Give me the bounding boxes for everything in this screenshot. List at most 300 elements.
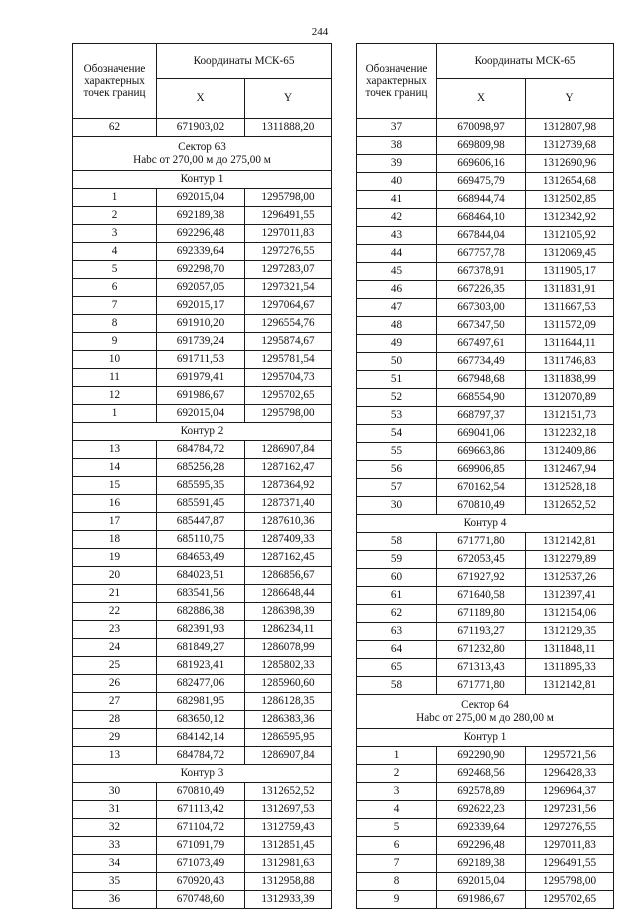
x-coordinate: 670920,43 bbox=[157, 873, 245, 891]
table-row bbox=[73, 657, 332, 675]
point-number: 29 bbox=[73, 729, 157, 747]
y-coordinate: 1297276,55 bbox=[526, 819, 614, 837]
x-coordinate: 692015,04 bbox=[437, 873, 526, 891]
x-coordinate: 671073,49 bbox=[157, 855, 245, 873]
x-coordinate: 668797,37 bbox=[437, 407, 526, 425]
y-coordinate: 1312933,39 bbox=[245, 891, 332, 909]
x-coordinate: 681923,41 bbox=[157, 657, 245, 675]
x-coordinate: 692298,70 bbox=[157, 261, 245, 279]
y-coordinate: 1287610,36 bbox=[245, 513, 332, 531]
point-number: 51 bbox=[357, 371, 437, 389]
y-coordinate: 1286595,95 bbox=[245, 729, 332, 747]
y-coordinate: 1286907,84 bbox=[245, 441, 332, 459]
y-coordinate: 1311895,33 bbox=[526, 659, 614, 677]
point-number: 17 bbox=[73, 513, 157, 531]
contour-row bbox=[73, 765, 332, 783]
table-row bbox=[73, 351, 332, 369]
table-row bbox=[357, 443, 614, 461]
x-coordinate: 692468,56 bbox=[437, 765, 526, 783]
table-row bbox=[73, 189, 332, 207]
y-coordinate: 1312342,92 bbox=[526, 209, 614, 227]
table-row bbox=[357, 191, 614, 209]
x-coordinate: 671903,02 bbox=[157, 119, 245, 137]
table-row bbox=[73, 891, 332, 909]
x-coordinate: 685447,87 bbox=[157, 513, 245, 531]
x-coordinate: 692015,04 bbox=[157, 189, 245, 207]
table-row bbox=[357, 479, 614, 497]
point-number: 50 bbox=[357, 353, 437, 371]
x-coordinate: 682477,06 bbox=[157, 675, 245, 693]
x-coordinate: 671189,80 bbox=[437, 605, 526, 623]
y-coordinate: 1312232,18 bbox=[526, 425, 614, 443]
x-coordinate: 667347,50 bbox=[437, 317, 526, 335]
table-row bbox=[357, 173, 614, 191]
point-number: 31 bbox=[73, 801, 157, 819]
point-number: 49 bbox=[357, 335, 437, 353]
x-coordinate: 667226,35 bbox=[437, 281, 526, 299]
contour-label: Контур 1 bbox=[73, 171, 332, 189]
table-row bbox=[73, 477, 332, 495]
y-coordinate: 1295798,00 bbox=[245, 405, 332, 423]
x-coordinate: 685110,75 bbox=[157, 531, 245, 549]
sector-height-range: Нabс от 275,00 м до 280,00 м bbox=[416, 711, 554, 724]
point-number: 40 bbox=[357, 173, 437, 191]
table-row bbox=[73, 639, 332, 657]
table-row bbox=[357, 641, 614, 659]
point-number: 27 bbox=[73, 693, 157, 711]
y-coordinate: 1295798,00 bbox=[526, 873, 614, 891]
point-number: 20 bbox=[73, 567, 157, 585]
point-number: 9 bbox=[73, 333, 157, 351]
y-coordinate: 1286128,35 bbox=[245, 693, 332, 711]
table-row bbox=[73, 279, 332, 297]
table-row bbox=[73, 261, 332, 279]
table-row bbox=[357, 317, 614, 335]
x-coordinate: 691986,67 bbox=[437, 891, 526, 909]
point-number: 3 bbox=[357, 783, 437, 801]
point-number: 6 bbox=[357, 837, 437, 855]
table-row bbox=[73, 513, 332, 531]
x-coordinate: 682981,95 bbox=[157, 693, 245, 711]
table-row bbox=[73, 873, 332, 891]
table-row bbox=[357, 801, 614, 819]
y-coordinate: 1297011,83 bbox=[526, 837, 614, 855]
x-coordinate: 671771,80 bbox=[437, 533, 526, 551]
table-row bbox=[357, 587, 614, 605]
table-row bbox=[357, 765, 614, 783]
point-number: 8 bbox=[357, 873, 437, 891]
y-coordinate: 1312958,88 bbox=[245, 873, 332, 891]
point-number: 57 bbox=[357, 479, 437, 497]
y-coordinate: 1295702,65 bbox=[526, 891, 614, 909]
y-coordinate: 1287371,40 bbox=[245, 495, 332, 513]
table-row bbox=[357, 371, 614, 389]
x-coordinate: 692189,38 bbox=[437, 855, 526, 873]
x-coordinate: 669809,98 bbox=[437, 137, 526, 155]
point-number: 7 bbox=[357, 855, 437, 873]
contour-label: Контур 1 bbox=[357, 729, 614, 747]
x-coordinate: 672053,45 bbox=[437, 551, 526, 569]
y-coordinate: 1295874,67 bbox=[245, 333, 332, 351]
y-coordinate: 1312807,98 bbox=[526, 119, 614, 137]
x-coordinate: 692622,23 bbox=[437, 801, 526, 819]
point-number: 37 bbox=[357, 119, 437, 137]
x-coordinate: 691986,67 bbox=[157, 387, 245, 405]
y-coordinate: 1286078,99 bbox=[245, 639, 332, 657]
point-number: 1 bbox=[357, 747, 437, 765]
point-number: 13 bbox=[73, 441, 157, 459]
point-number: 21 bbox=[73, 585, 157, 603]
y-coordinate: 1312142,81 bbox=[526, 533, 614, 551]
table-row bbox=[73, 441, 332, 459]
table-row bbox=[357, 659, 614, 677]
table-row bbox=[73, 459, 332, 477]
point-number: 12 bbox=[73, 387, 157, 405]
x-coordinate: 684653,49 bbox=[157, 549, 245, 567]
table-row bbox=[357, 605, 614, 623]
x-coordinate: 685256,28 bbox=[157, 459, 245, 477]
y-coordinate: 1295702,65 bbox=[245, 387, 332, 405]
table-row bbox=[73, 711, 332, 729]
table-row bbox=[357, 677, 614, 695]
point-number: 54 bbox=[357, 425, 437, 443]
y-coordinate: 1312142,81 bbox=[526, 677, 614, 695]
table-row bbox=[73, 531, 332, 549]
x-coordinate: 667303,00 bbox=[437, 299, 526, 317]
x-coordinate: 671091,79 bbox=[157, 837, 245, 855]
table-row bbox=[73, 855, 332, 873]
x-coordinate: 681849,27 bbox=[157, 639, 245, 657]
x-coordinate: 692015,17 bbox=[157, 297, 245, 315]
y-coordinate: 1312279,89 bbox=[526, 551, 614, 569]
x-coordinate: 668554,90 bbox=[437, 389, 526, 407]
x-coordinate: 669606,16 bbox=[437, 155, 526, 173]
table-row bbox=[73, 369, 332, 387]
x-coordinate: 691711,53 bbox=[157, 351, 245, 369]
coordinates-table-right bbox=[356, 43, 614, 909]
x-coordinate: 671927,92 bbox=[437, 569, 526, 587]
table-row bbox=[73, 495, 332, 513]
y-coordinate: 1286398,39 bbox=[245, 603, 332, 621]
x-coordinate: 692296,48 bbox=[437, 837, 526, 855]
table-row bbox=[73, 225, 332, 243]
y-coordinate: 1311667,53 bbox=[526, 299, 614, 317]
table-row bbox=[357, 335, 614, 353]
point-number: 4 bbox=[73, 243, 157, 261]
point-number: 39 bbox=[357, 155, 437, 173]
table-row bbox=[357, 227, 614, 245]
point-number: 62 bbox=[357, 605, 437, 623]
point-number: 36 bbox=[73, 891, 157, 909]
point-number: 47 bbox=[357, 299, 437, 317]
table-row bbox=[73, 333, 332, 351]
y-coordinate: 1287162,47 bbox=[245, 459, 332, 477]
table-row bbox=[357, 533, 614, 551]
table-row bbox=[357, 281, 614, 299]
point-number: 25 bbox=[73, 657, 157, 675]
table-row bbox=[73, 297, 332, 315]
x-coordinate: 668944,74 bbox=[437, 191, 526, 209]
y-coordinate: 1311644,11 bbox=[526, 335, 614, 353]
point-number: 30 bbox=[357, 497, 437, 515]
point-number: 58 bbox=[357, 677, 437, 695]
point-number: 22 bbox=[73, 603, 157, 621]
x-coordinate: 691910,20 bbox=[157, 315, 245, 333]
table-row bbox=[357, 137, 614, 155]
point-number: 5 bbox=[73, 261, 157, 279]
x-coordinate: 667948,68 bbox=[437, 371, 526, 389]
y-coordinate: 1296428,33 bbox=[526, 765, 614, 783]
y-coordinate: 1295798,00 bbox=[245, 189, 332, 207]
y-coordinate: 1312154,06 bbox=[526, 605, 614, 623]
y-coordinate: 1296491,55 bbox=[245, 207, 332, 225]
table-row bbox=[357, 747, 614, 765]
point-number: 44 bbox=[357, 245, 437, 263]
contour-row bbox=[357, 729, 614, 747]
x-coordinate: 667844,04 bbox=[437, 227, 526, 245]
x-coordinate: 683650,12 bbox=[157, 711, 245, 729]
y-coordinate: 1312537,26 bbox=[526, 569, 614, 587]
x-coordinate: 668464,10 bbox=[437, 209, 526, 227]
x-coordinate: 692189,38 bbox=[157, 207, 245, 225]
table-row bbox=[357, 551, 614, 569]
table-row bbox=[73, 387, 332, 405]
table-row bbox=[357, 425, 614, 443]
x-coordinate: 671640,58 bbox=[437, 587, 526, 605]
y-coordinate: 1287364,92 bbox=[245, 477, 332, 495]
table-row bbox=[357, 819, 614, 837]
table-row bbox=[73, 801, 332, 819]
y-coordinate: 1312652,52 bbox=[526, 497, 614, 515]
table-row bbox=[357, 389, 614, 407]
table-row bbox=[73, 783, 332, 801]
point-number: 53 bbox=[357, 407, 437, 425]
header-x: X bbox=[157, 79, 245, 119]
point-number: 58 bbox=[357, 533, 437, 551]
header-y: Y bbox=[526, 79, 614, 119]
table-body-right bbox=[357, 119, 614, 909]
header-y: Y bbox=[245, 79, 332, 119]
y-coordinate: 1312654,68 bbox=[526, 173, 614, 191]
y-coordinate: 1297064,67 bbox=[245, 297, 332, 315]
x-coordinate: 692015,04 bbox=[157, 405, 245, 423]
point-number: 15 bbox=[73, 477, 157, 495]
x-coordinate: 692578,89 bbox=[437, 783, 526, 801]
point-number: 28 bbox=[73, 711, 157, 729]
x-coordinate: 670810,49 bbox=[437, 497, 526, 515]
x-coordinate: 667757,78 bbox=[437, 245, 526, 263]
y-coordinate: 1295781,54 bbox=[245, 351, 332, 369]
point-number: 32 bbox=[73, 819, 157, 837]
y-coordinate: 1296964,37 bbox=[526, 783, 614, 801]
y-coordinate: 1286907,84 bbox=[245, 747, 332, 765]
sector-heading bbox=[357, 695, 614, 729]
x-coordinate: 683541,56 bbox=[157, 585, 245, 603]
y-coordinate: 1297283,07 bbox=[245, 261, 332, 279]
x-coordinate: 670098,97 bbox=[437, 119, 526, 137]
contour-row bbox=[357, 515, 614, 533]
table-row bbox=[73, 315, 332, 333]
table-row bbox=[73, 405, 332, 423]
point-number: 42 bbox=[357, 209, 437, 227]
sector-row bbox=[73, 137, 332, 171]
y-coordinate: 1311905,17 bbox=[526, 263, 614, 281]
y-coordinate: 1312759,43 bbox=[245, 819, 332, 837]
x-coordinate: 671104,72 bbox=[157, 819, 245, 837]
y-coordinate: 1311572,09 bbox=[526, 317, 614, 335]
y-coordinate: 1286383,36 bbox=[245, 711, 332, 729]
point-number: 19 bbox=[73, 549, 157, 567]
y-coordinate: 1287162,45 bbox=[245, 549, 332, 567]
y-coordinate: 1312652,52 bbox=[245, 783, 332, 801]
header-x: X bbox=[437, 79, 526, 119]
sector-row bbox=[357, 695, 614, 729]
x-coordinate: 691979,41 bbox=[157, 369, 245, 387]
y-coordinate: 1311831,91 bbox=[526, 281, 614, 299]
table-row bbox=[357, 299, 614, 317]
table-row bbox=[357, 245, 614, 263]
x-coordinate: 692290,90 bbox=[437, 747, 526, 765]
y-coordinate: 1297231,56 bbox=[526, 801, 614, 819]
coordinates-table-left bbox=[72, 43, 332, 909]
x-coordinate: 692339,64 bbox=[437, 819, 526, 837]
table-row bbox=[357, 623, 614, 641]
table-row bbox=[73, 603, 332, 621]
point-number: 52 bbox=[357, 389, 437, 407]
point-number: 5 bbox=[357, 819, 437, 837]
y-coordinate: 1312981,63 bbox=[245, 855, 332, 873]
y-coordinate: 1312528,18 bbox=[526, 479, 614, 497]
x-coordinate: 685591,45 bbox=[157, 495, 245, 513]
x-coordinate: 670162,54 bbox=[437, 479, 526, 497]
header-point-label: Обозначение характерных точек границ bbox=[73, 44, 157, 119]
point-number: 45 bbox=[357, 263, 437, 281]
table-row bbox=[357, 209, 614, 227]
table-row bbox=[357, 497, 614, 515]
x-coordinate: 692339,64 bbox=[157, 243, 245, 261]
point-number: 8 bbox=[73, 315, 157, 333]
x-coordinate: 670748,60 bbox=[157, 891, 245, 909]
table-row bbox=[73, 675, 332, 693]
point-number: 11 bbox=[73, 369, 157, 387]
point-number: 60 bbox=[357, 569, 437, 587]
x-coordinate: 671113,42 bbox=[157, 801, 245, 819]
point-number: 33 bbox=[73, 837, 157, 855]
y-coordinate: 1286648,44 bbox=[245, 585, 332, 603]
y-coordinate: 1286234,11 bbox=[245, 621, 332, 639]
y-coordinate: 1312070,89 bbox=[526, 389, 614, 407]
y-coordinate: 1295704,73 bbox=[245, 369, 332, 387]
y-coordinate: 1311848,11 bbox=[526, 641, 614, 659]
sector-height-range: Нabс от 270,00 м до 275,00 м bbox=[133, 153, 271, 166]
contour-row bbox=[73, 423, 332, 441]
table-row bbox=[357, 855, 614, 873]
y-coordinate: 1312409,86 bbox=[526, 443, 614, 461]
y-coordinate: 1312851,45 bbox=[245, 837, 332, 855]
point-number: 34 bbox=[73, 855, 157, 873]
point-number: 64 bbox=[357, 641, 437, 659]
header-coordinates: Координаты МСК-65 bbox=[157, 44, 332, 79]
sector-title: Сектор 63 bbox=[178, 140, 226, 153]
x-coordinate: 684142,14 bbox=[157, 729, 245, 747]
contour-label: Контур 3 bbox=[73, 765, 332, 783]
y-coordinate: 1312129,35 bbox=[526, 623, 614, 641]
table-row bbox=[73, 119, 332, 137]
y-coordinate: 1296491,55 bbox=[526, 855, 614, 873]
point-number: 13 bbox=[73, 747, 157, 765]
table-row bbox=[357, 263, 614, 281]
y-coordinate: 1312397,41 bbox=[526, 587, 614, 605]
page-number: 244 bbox=[311, 26, 329, 38]
table-row bbox=[73, 207, 332, 225]
contour-label: Контур 2 bbox=[73, 423, 332, 441]
y-coordinate: 1296554,76 bbox=[245, 315, 332, 333]
table-row bbox=[73, 567, 332, 585]
sector-heading bbox=[73, 137, 332, 171]
table-row bbox=[357, 891, 614, 909]
point-number: 14 bbox=[73, 459, 157, 477]
point-number: 62 bbox=[73, 119, 157, 137]
x-coordinate: 684784,72 bbox=[157, 441, 245, 459]
table-row bbox=[73, 837, 332, 855]
x-coordinate: 671313,43 bbox=[437, 659, 526, 677]
x-coordinate: 670810,49 bbox=[157, 783, 245, 801]
y-coordinate: 1311746,83 bbox=[526, 353, 614, 371]
y-coordinate: 1312151,73 bbox=[526, 407, 614, 425]
x-coordinate: 671232,80 bbox=[437, 641, 526, 659]
point-number: 26 bbox=[73, 675, 157, 693]
x-coordinate: 669906,85 bbox=[437, 461, 526, 479]
table-row bbox=[357, 353, 614, 371]
table-row bbox=[73, 747, 332, 765]
point-number: 1 bbox=[73, 405, 157, 423]
point-number: 55 bbox=[357, 443, 437, 461]
point-number: 18 bbox=[73, 531, 157, 549]
y-coordinate: 1312069,45 bbox=[526, 245, 614, 263]
y-coordinate: 1297276,55 bbox=[245, 243, 332, 261]
point-number: 6 bbox=[73, 279, 157, 297]
table-row bbox=[357, 461, 614, 479]
point-number: 65 bbox=[357, 659, 437, 677]
x-coordinate: 669041,06 bbox=[437, 425, 526, 443]
table-row bbox=[357, 119, 614, 137]
y-coordinate: 1311838,99 bbox=[526, 371, 614, 389]
table-row bbox=[357, 837, 614, 855]
y-coordinate: 1312697,53 bbox=[245, 801, 332, 819]
point-number: 2 bbox=[357, 765, 437, 783]
point-number: 24 bbox=[73, 639, 157, 657]
header-point-label: Обозначение характерных точек границ bbox=[357, 44, 437, 119]
table-row bbox=[357, 569, 614, 587]
x-coordinate: 682391,93 bbox=[157, 621, 245, 639]
x-coordinate: 691739,24 bbox=[157, 333, 245, 351]
point-number: 1 bbox=[73, 189, 157, 207]
point-number: 7 bbox=[73, 297, 157, 315]
point-number: 61 bbox=[357, 587, 437, 605]
y-coordinate: 1312467,94 bbox=[526, 461, 614, 479]
x-coordinate: 669475,79 bbox=[437, 173, 526, 191]
point-number: 30 bbox=[73, 783, 157, 801]
x-coordinate: 692296,48 bbox=[157, 225, 245, 243]
x-coordinate: 667497,61 bbox=[437, 335, 526, 353]
header-coordinates: Координаты МСК-65 bbox=[437, 44, 614, 79]
x-coordinate: 684023,51 bbox=[157, 567, 245, 585]
point-number: 38 bbox=[357, 137, 437, 155]
x-coordinate: 667378,91 bbox=[437, 263, 526, 281]
x-coordinate: 685595,35 bbox=[157, 477, 245, 495]
x-coordinate: 684784,72 bbox=[157, 747, 245, 765]
point-number: 16 bbox=[73, 495, 157, 513]
